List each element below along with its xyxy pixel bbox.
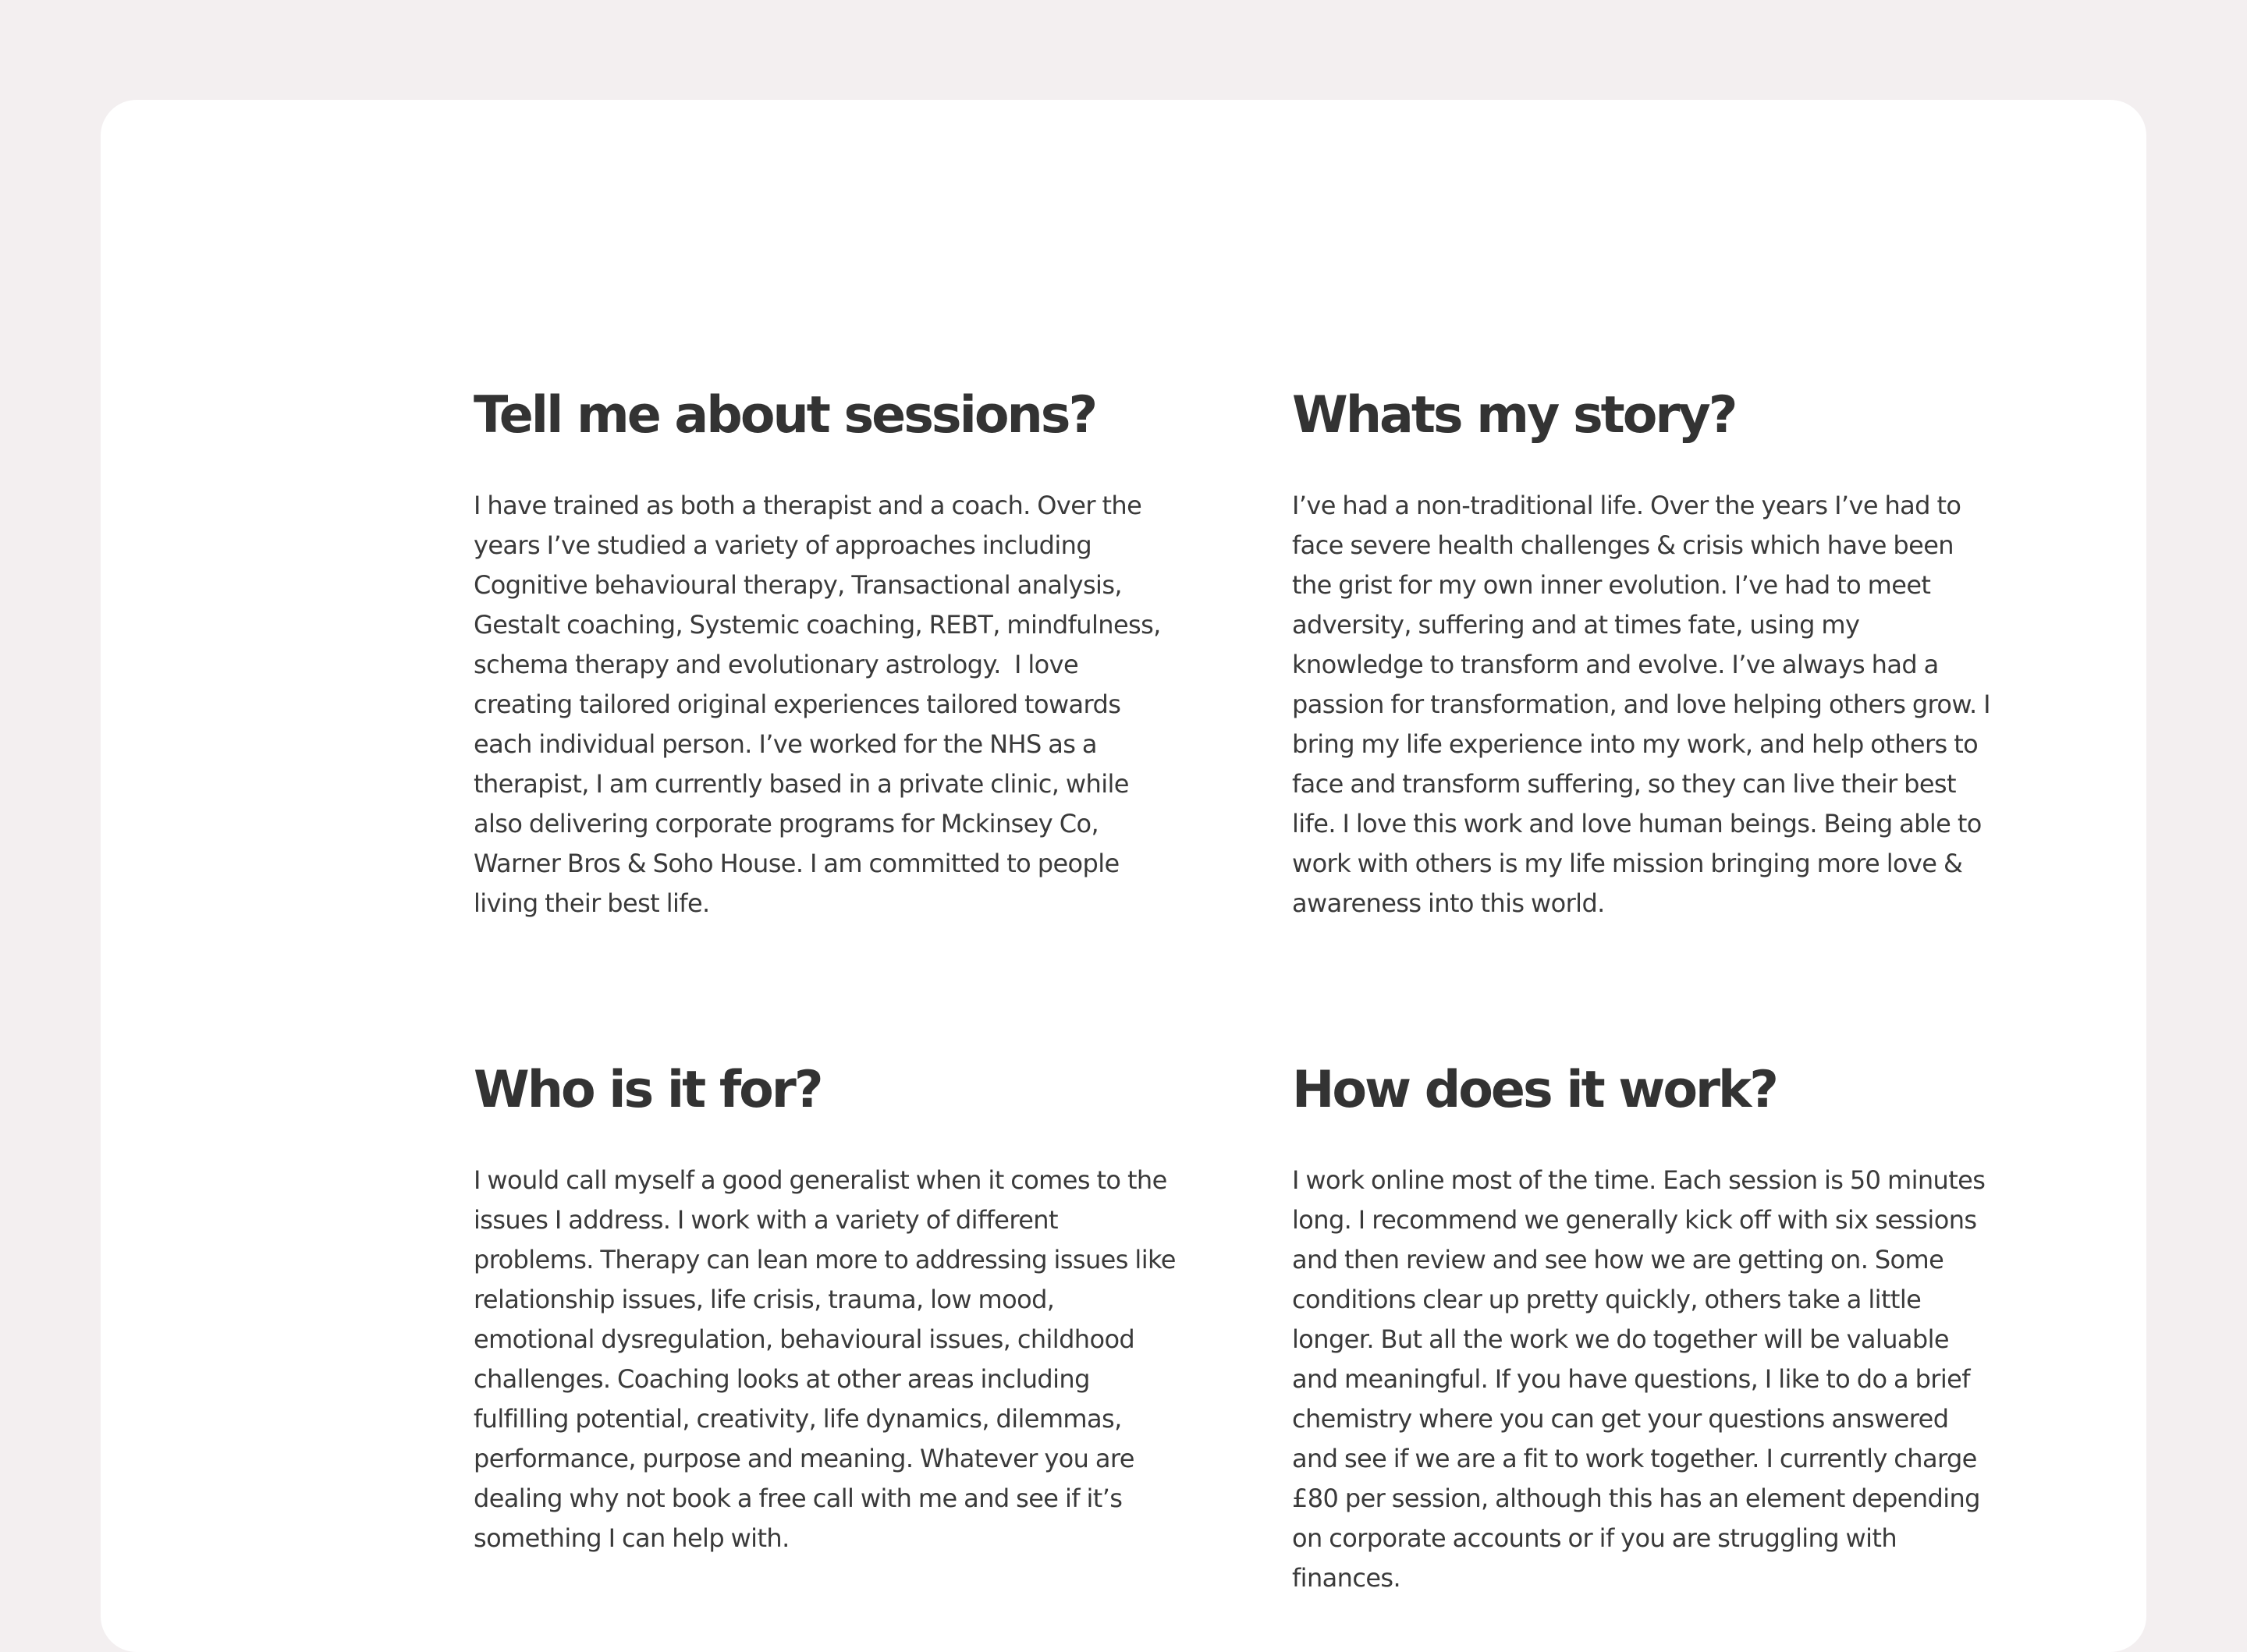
section-who-body: I would call myself a good generalist when it comes to the issues I address. I work with a variety of different problems. Therapy can lean more to addressing issues like relationship issues, life crisis, trauma, low mood, emotional dysregulation, behavioural issues, childhood challenges. Coaching looks at other areas including fulfilling potential, creativity, life dynamics, dilemmas, performance, purpose and meaning. Whatever you are dealing why not book a free call with me and see if it’s something I can help with. (474, 1165, 1183, 1553)
section-story (1292, 385, 1997, 923)
section-how-title: How does it work? (1292, 1061, 1777, 1119)
section-how-body: I work online most of the time. Each session is 50 minutes long. I recommend we generally kick off with six sessions and then review and see how we are getting on. Some conditions clear up pretty quickly, others take a little longer. But all the work we do together will be valuable and meaningful. If you have questions, I like to do a brief chemistry where you can get your questions answered and see if we are a fit to work together. I currently charge £80 per session, although this has an element depending on corporate accounts or if you are struggling with finances. (1292, 1165, 1992, 1593)
section-story-title: Whats my story? (1292, 386, 1736, 445)
section-sessions-body: I have trained as both a therapist and a coach. Over the years I’ve studied a variety of approaches including Cognitive behavioural therapy, Transactional analysis, Gestalt coaching, Systemic coaching, REBT, mindfulness, schema therapy and evolutionary astrology. I love creating tailored original experiences tailored towards each individual person. I’ve worked for the NHS as a therapist, I am currently based in a private clinic, while also delivering corporate programs for Mckinsey Co, Warner Bros & Soho House. I am committed to people living their best life. (474, 491, 1168, 918)
content-card (101, 100, 2146, 1652)
section-story-body: I’ve had a non-traditional life. Over the years I’ve had to face severe health challenges & crisis which have been the grist for my own inner evolution. I’ve had to meet adversity, suffering and at times fate, using my knowledge to transform and evolve. I’ve always had a passion for transformation, and love helping others grow. I bring my life experience into my work, and help others to face and transform suffering, so they can live their best life. I love this work and love human beings. Being able to work with others is my life mission bringing more love & awareness into this world. (1292, 491, 1997, 918)
section-who (474, 1059, 1183, 1558)
section-who-title: Who is it for? (474, 1061, 822, 1119)
section-sessions (474, 385, 1176, 923)
section-how (1292, 1059, 1994, 1598)
section-sessions-title: Tell me about sessions? (474, 386, 1096, 445)
